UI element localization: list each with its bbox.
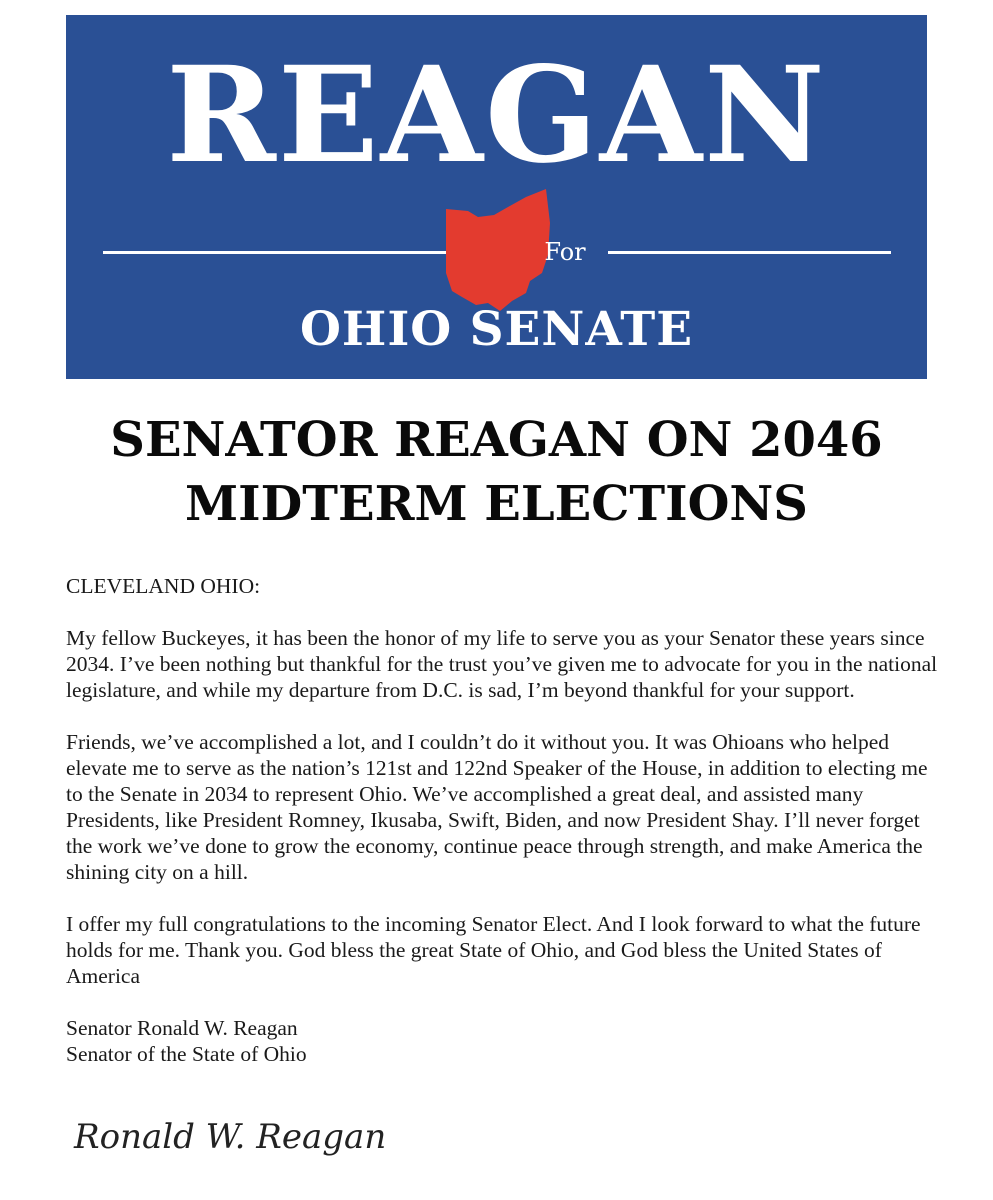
signature-glyph bbox=[66, 1094, 486, 1168]
page-title: SENATOR REAGAN ON 2046 MIDTERM ELECTIONS bbox=[110, 412, 883, 532]
letter-body bbox=[66, 573, 946, 1067]
banner-title: REAGAN bbox=[166, 38, 827, 193]
banner-connector: For bbox=[544, 238, 586, 266]
svg-text:Ronald W. Reagan: Ronald W. Reagan bbox=[74, 1117, 387, 1157]
campaign-banner bbox=[66, 15, 927, 379]
banner-subtitle: OHIO SENATE bbox=[299, 302, 694, 357]
handwritten-signature bbox=[66, 1094, 486, 1168]
sign-off-name: Senator Ronald W. Reagan bbox=[66, 1016, 298, 1040]
dateline: CLEVELAND OHIO: bbox=[66, 574, 261, 598]
paragraph: Friends, we’ve accomplished a lot, and I couldn’t do it without you. It was Ohioans who helped elevate me to serve as the nation’s 121st and 122nd Speaker of the House, in addition to electing me to the Senate in 2034 to represent Ohio. We’ve accomplished a great deal, and assisted many Presidents, like President Romney, Ikusaba, Swift, Biden, and now President Shay. I’ll never forget the work we’ve done to grow the economy, continue peace through strength, and make America the shining city on a hill. bbox=[66, 730, 928, 884]
banner-divider-right bbox=[608, 251, 891, 254]
paragraph: My fellow Buckeyes, it has been the honor of my life to serve you as your Senator these years since 2034. I’ve been nothing but thankful for the trust you’ve given me to advocate for you in the national legislature, and while my departure from D.C. is sad, I’m beyond thankful for your support. bbox=[66, 626, 938, 702]
paragraph: I offer my full congratulations to the incoming Senator Elect. And I look forward to what the future holds for me. Thank you. God bless the great State of Ohio, and God bless the United States of America bbox=[66, 912, 921, 988]
sign-off-title: Senator of the State of Ohio bbox=[66, 1042, 307, 1066]
sign-off bbox=[66, 1015, 946, 1067]
